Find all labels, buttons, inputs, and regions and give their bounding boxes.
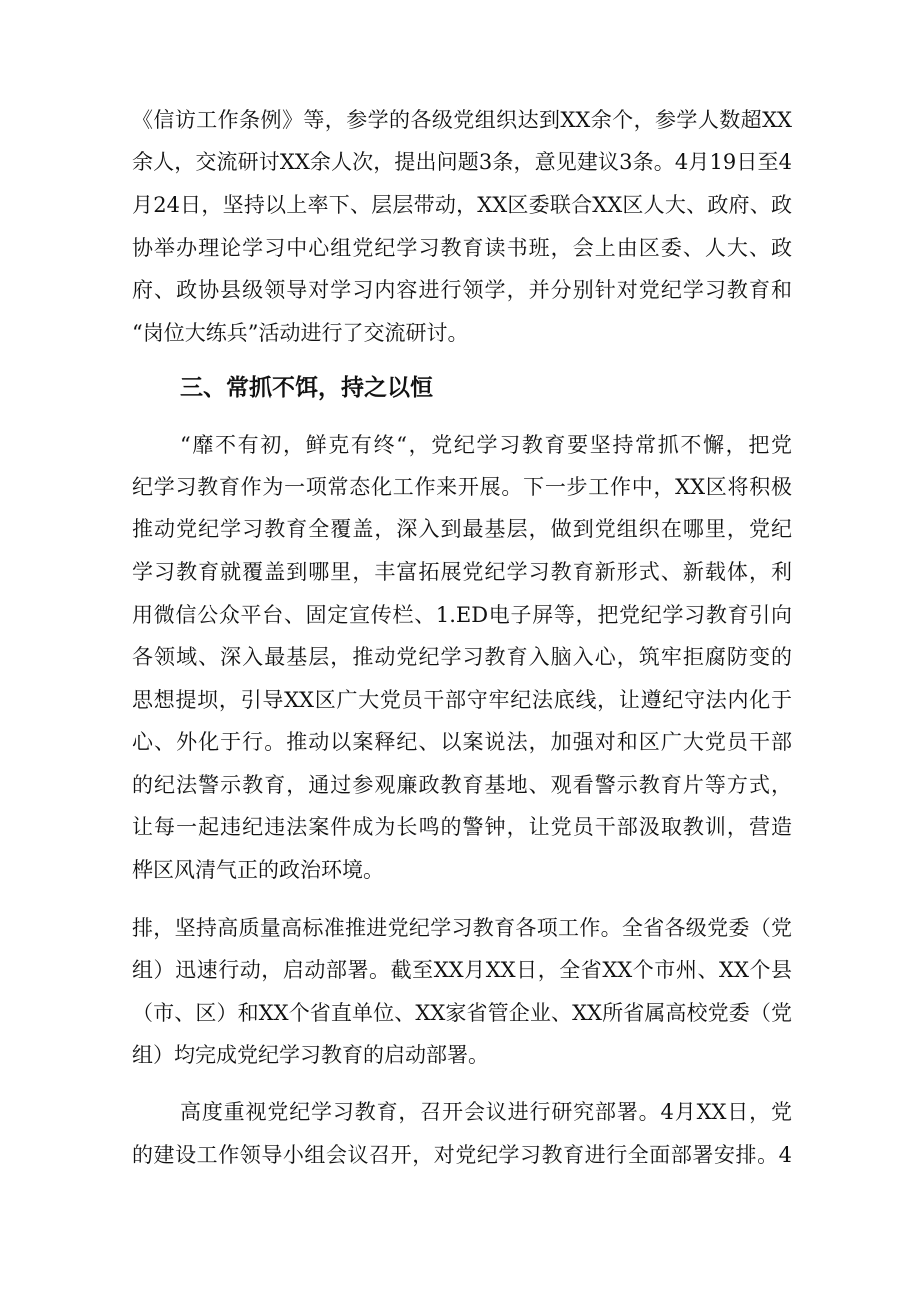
paragraph-4-line: 高度重视党纪学习教育，召开会议进行研究部署。4月XX日，党 [180, 1100, 792, 1124]
paragraph-2-line: 思想提坝，引导XX区广大党员干部守牢纪法底线，让遵纪守法内化于 [132, 688, 792, 712]
paragraph-2-line: 推动党纪学习教育全覆盖，深入到最基层，做到党组织在哪里，党纪 [132, 517, 792, 541]
paragraph-1-line: 月24日，坚持以上率下、层层带动，XX区委联合XX区人大、政府、政 [132, 193, 792, 217]
paragraph-2-line: 心、外化于行。推动以案释纪、以案说法，加强对和区广大党员干部 [132, 730, 792, 754]
paragraph-3-line: 组）迅速行动，启动部署。截至XX月XX日，全省XX个市州、XX个县 [132, 958, 792, 982]
paragraph-2-line: “靡不有初，鲜克有终“，党纪学习教育要坚持常抓不懈，把党 [180, 433, 792, 457]
paragraph-3-line: （市、区）和XX个省直单位、XX家省管企业、XX所省属高校党委（党 [132, 1001, 792, 1025]
paragraph-1-line: 《信访工作条例》等，参学的各级党组织达到XX余个，参学人数超XX [132, 108, 792, 132]
paragraph-2-line: 用微信公众平台、固定宣传栏、1.ED电子屏等，把党纪学习教育引向 [132, 603, 792, 627]
paragraph-1-line: 协举办理论学习中心组党纪学习教育读书班，会上由区委、人大、政 [132, 236, 792, 260]
paragraph-3-line: 组）均完成党纪学习教育的启动部署。 [132, 1043, 489, 1067]
paragraph-2-line: 学习教育就覆盖到哪里，丰富拓展党纪学习教育新形式、新载体，利 [132, 560, 792, 584]
paragraph-3-line: 排，坚持高质量高标准推进党纪学习教育各项工作。全省各级党委（党 [132, 916, 792, 940]
section-heading: 三、常抓不饵，持之以恒 [180, 375, 433, 401]
paragraph-2-line: 各领域、深入最基层，推动党纪学习教育入脑入心，筑牢拒腐防变的 [132, 645, 792, 669]
paragraph-1-line: 府、政协县级领导对学习内容进行领学，并分别针对党纪学习教育和 [132, 278, 792, 302]
paragraph-2-line: 纪学习教育作为一项常态化工作来开展。下一步工作中，XX区将积极 [132, 475, 792, 499]
paragraph-2-line: 桦区风清气正的政治环境。 [132, 858, 384, 882]
paragraph-2-line: 让每一起违纪违法案件成为长鸣的警钟，让党员干部汲取教训，营造 [132, 815, 792, 839]
paragraph-2-line: 的纪法警示教育，通过参观廉政教育基地、观看警示教育片等方式， [132, 773, 792, 797]
paragraph-4-line: 的建设工作领导小组会议召开，对党纪学习教育进行全面部署安排。4 [132, 1143, 792, 1167]
paragraph-1-line: “岗位大练兵”活动进行了交流研讨。 [132, 321, 469, 345]
paragraph-1-line: 余人，交流研讨XX余人次，提出问题3条，意见建议3条。4月19日至4 [132, 150, 792, 174]
